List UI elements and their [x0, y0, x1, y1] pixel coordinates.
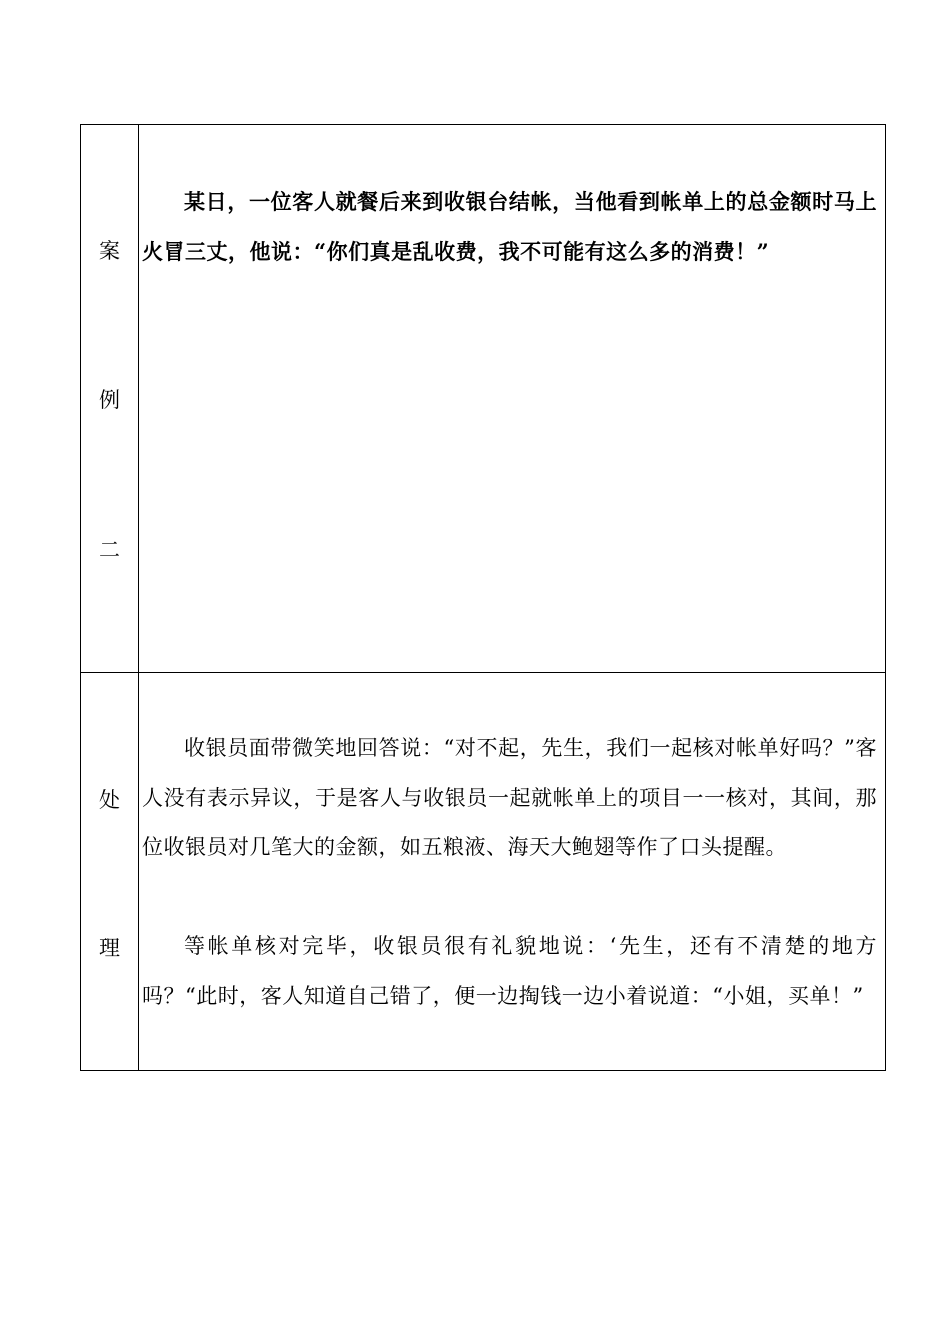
- case-content-cell: [139, 125, 886, 673]
- case-label-char-2: 例: [99, 388, 120, 412]
- handling-row: [81, 673, 886, 1071]
- case-study-table: [80, 124, 886, 1071]
- handling-paragraph-1: 收银员面带微笑地回答说：“对不起，先生，我们一起核对帐单好吗？”客人没有表示异议，于是客人与收银员一起就帐单上的项目一一核对，其间，那位收银员对几笔大的金额，如五粮液、海天大鲍翅等作了口头提醒。: [142, 736, 877, 859]
- case-row: [81, 125, 886, 673]
- case-label-char-3: 二: [99, 538, 120, 562]
- handling-label-char-1: 处: [99, 788, 120, 812]
- handling-label-char-2: 理: [99, 936, 120, 960]
- handling-content-cell: [139, 673, 886, 1071]
- case-label-char-1: 案: [99, 239, 120, 263]
- handling-label-cell: [81, 673, 139, 1071]
- handling-paragraph-2: 等帐单核对完毕，收银员很有礼貌地说：‘先生，还有不清楚的地方吗？“此时，客人知道自己错了，便一边掏钱一边小着说道：“小姐，买单！”: [142, 934, 877, 1008]
- case-label-cell: [81, 125, 139, 673]
- case-description: 某日，一位客人就餐后来到收银台结帐，当他看到帐单上的总金额时马上火冒三丈，他说：“你们真是乱收费，我不可能有这么多的消费！”: [142, 189, 877, 264]
